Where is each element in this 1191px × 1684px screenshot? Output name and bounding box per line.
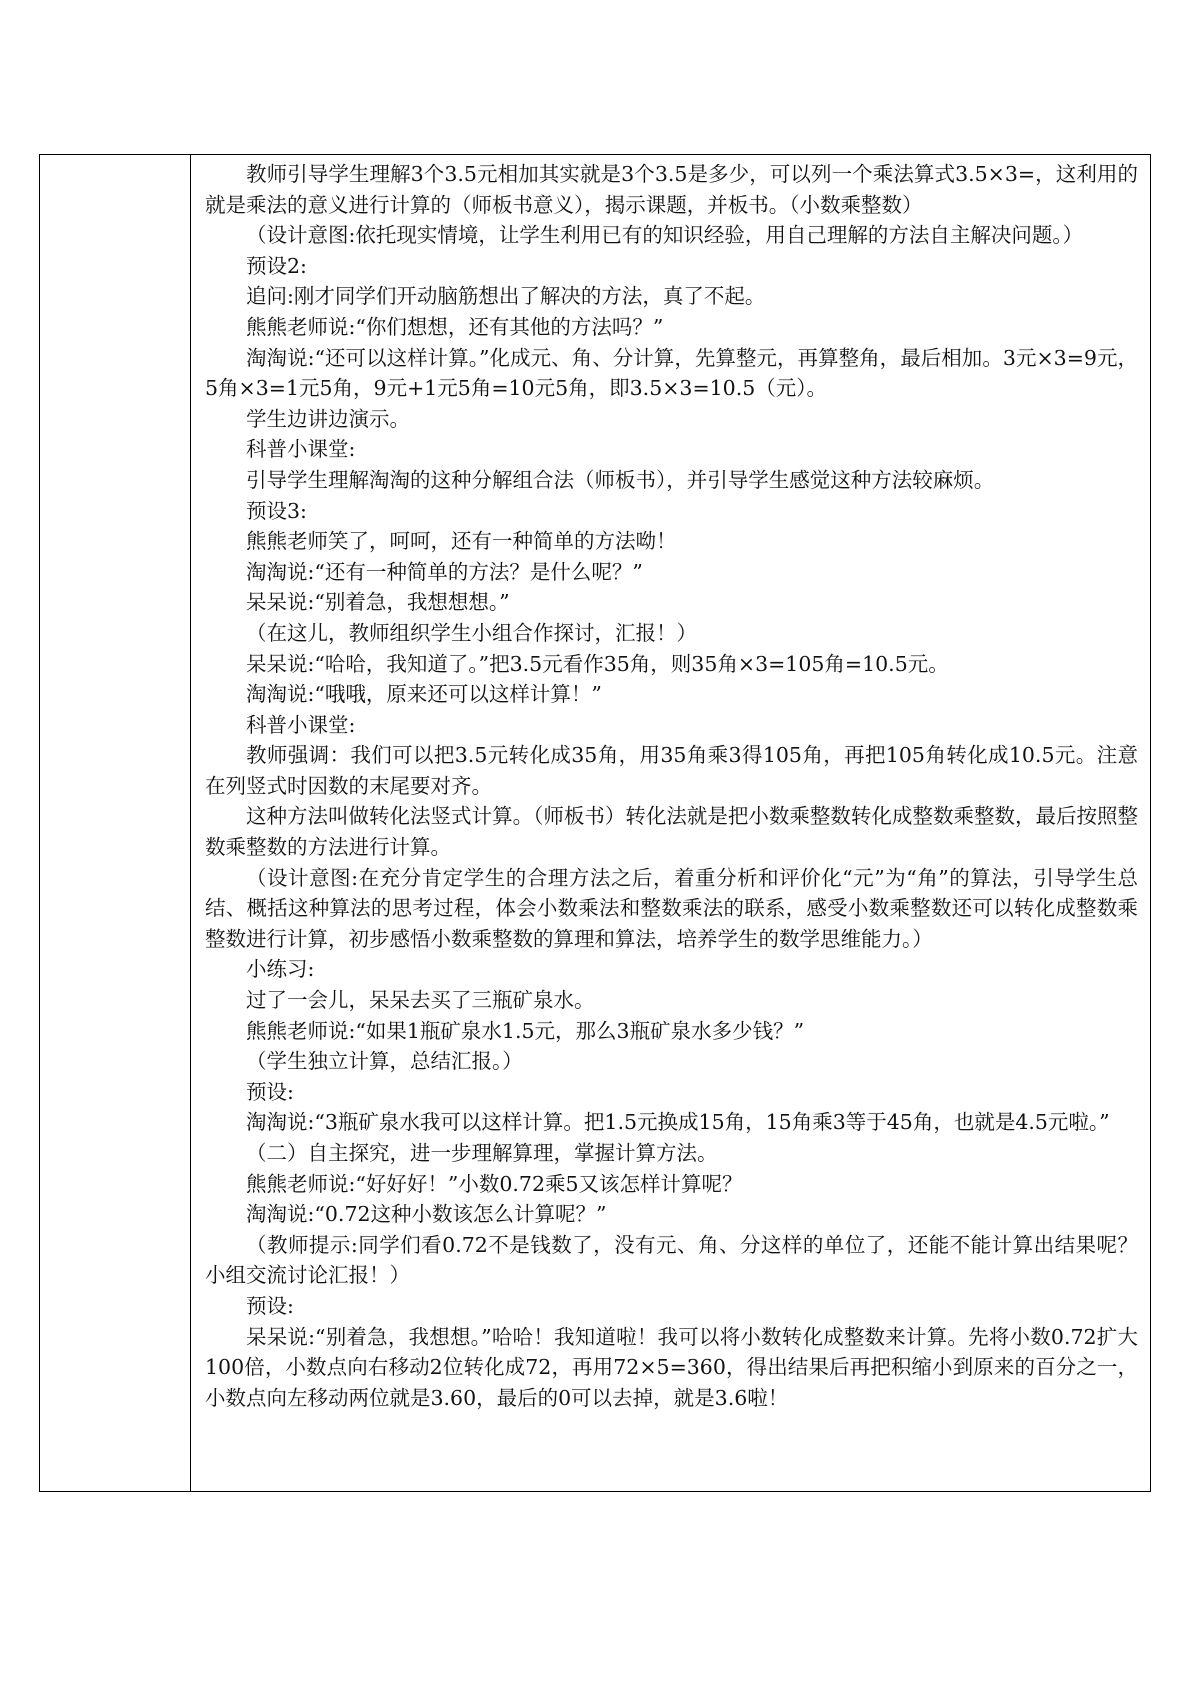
paragraph: 熊熊老师笑了，呵呵，还有一种简单的方法呦！	[246, 529, 677, 554]
lesson-table	[39, 154, 1151, 1492]
table-left-column	[40, 155, 191, 1491]
paragraph: 呆呆说:“别着急，我想想。”哈哈！我知道啦！我可以将小数转化成整数来计算。先将小数0.72扩大100倍，小数点向右移动2位转化成72，再用72×5=360，得出结果后再把积缩小到原来的百分之一，小数点向左移动两位就是3.60，最后的0可以去掉，就是3.6啦！	[205, 1324, 1138, 1410]
paragraph: 过了一会儿，呆呆去买了三瓶矿泉水。	[246, 988, 595, 1013]
paragraph: （设计意图:在充分肯定学生的合理方法之后，着重分析和评价化“元”为“角”的算法，引导学生总结、概括这种算法的思考过程，体会小数乘法和整数乘法的联系，感受小数乘整数还可以转化成整数乘整数进行计算，初步感悟小数乘整数的算理和算法，培养学生的数学思维能力。）	[205, 865, 1138, 951]
paragraph: 预设3:	[246, 498, 307, 523]
paragraph: 教师强调：我们可以把3.5元转化成35角，用35角乘3得105角，再把105角转化成10.5元。注意在列竖式时因数的末尾要对齐。	[205, 743, 1138, 798]
paragraph: 淘淘说:“还可以这样计算。”化成元、角、分计算，先算整元，再算整角，最后相加。3元×3=9元，5角×3=1元5角，9元+1元5角=10元5角，即3.5×3=10.5（元）。	[205, 345, 1138, 401]
table-content-column	[191, 155, 1150, 1491]
paragraph: 科普小课堂:	[246, 437, 356, 462]
paragraph: 淘淘说:“3瓶矿泉水我可以这样计算。把1.5元换成15角，15角乘3等于45角，也就是4.5元啦。”	[246, 1110, 1110, 1135]
paragraph: 预设:	[246, 1293, 294, 1318]
paragraph: 学生边讲边演示。	[246, 406, 410, 431]
paragraph: 科普小课堂:	[246, 712, 356, 737]
paragraph: 淘淘说:“还有一种简单的方法？是什么呢？”	[246, 559, 643, 584]
paragraph: 熊熊老师说:“你们想想，还有其他的方法吗？”	[246, 314, 664, 339]
paragraph: 引导学生理解淘淘的这种分解组合法（师板书），并引导学生感觉这种方法较麻烦。	[246, 467, 995, 492]
paragraph: 呆呆说:“哈哈，我知道了。”把3.5元看作35角，则35角×3=105角=10.5元。	[246, 651, 949, 676]
paragraph: 教师引导学生理解3个3.5元相加其实就是3个3.5是多少，可以列一个乘法算式3.5×3=，这利用的就是乘法的意义进行计算的（师板书意义），揭示课题，并板书。（小数乘整数）	[205, 162, 1138, 217]
paragraph: （学生独立计算，总结汇报。）	[246, 1049, 523, 1074]
paragraph: 这种方法叫做转化法竖式计算。（师板书）转化法就是把小数乘整数转化成整数乘整数，最后按照整数乘整数的方法进行计算。	[205, 804, 1138, 860]
paragraph: 预设:	[246, 1079, 294, 1104]
paragraph: 淘淘说:“0.72这种小数该怎么计算呢？”	[246, 1202, 607, 1227]
paragraph: （教师提示:同学们看0.72不是钱数了，没有元、角、分这样的单位了，还能不能计算出结果呢？小组交流讨论汇报！）	[205, 1232, 1138, 1288]
paragraph: （二）自主探究，进一步理解算理，掌握计算方法。	[246, 1141, 718, 1165]
paragraph: 呆呆说:“别着急，我想想想。”	[246, 590, 510, 615]
paragraph: 熊熊老师说:“好好好！”小数0.72乘5又该怎样计算呢？	[246, 1171, 743, 1196]
paragraph: （在这儿，教师组织学生小组合作探讨，汇报！）	[246, 620, 697, 645]
paragraph: 小练习:	[246, 957, 315, 982]
paragraph: 预设2:	[246, 253, 307, 278]
paragraph: 熊熊老师说:“如果1瓶矿泉水1.5元，那么3瓶矿泉水多少钱？”	[246, 1018, 805, 1043]
paragraph: 淘淘说:“哦哦，原来还可以这样计算！”	[246, 682, 602, 707]
paragraph: 追问:刚才同学们开动脑筋想出了解决的方法，真了不起。	[246, 284, 766, 309]
paragraph: （设计意图:依托现实情境，让学生利用已有的知识经验，用自己理解的方法自主解决问题。）	[246, 223, 1084, 248]
